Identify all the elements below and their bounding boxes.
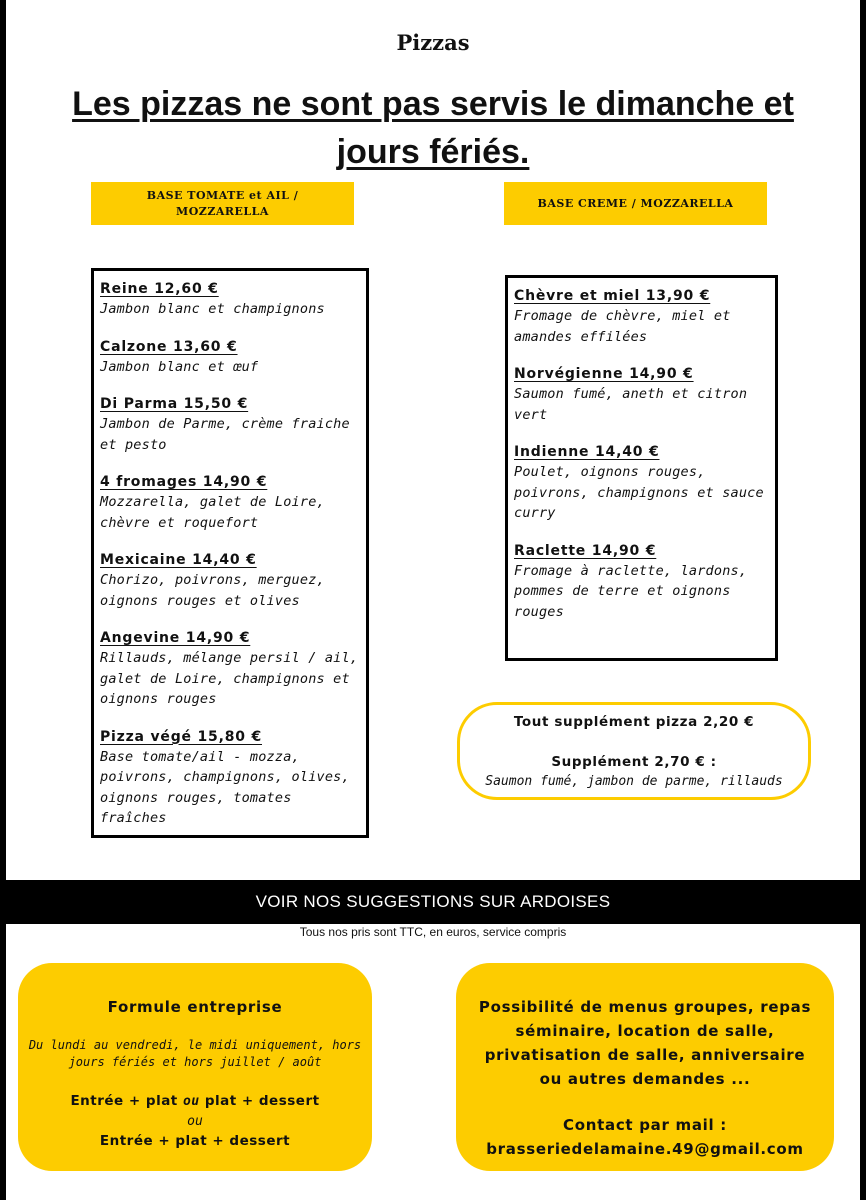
page-title: Pizzas — [396, 30, 470, 55]
pizza-name: Norvégienne 14,90 € — [514, 366, 694, 382]
formule-option-1a: Entrée + plat — [70, 1093, 178, 1109]
pizza-name: Raclette 14,90 € — [514, 542, 657, 559]
supplement-box — [457, 702, 811, 800]
pizza-desc: Fromage à raclette, lardons, pommes de terre et oignons rouges — [514, 562, 748, 620]
menu-page — [6, 0, 860, 1200]
base-tomate-header — [91, 182, 354, 225]
pizza-item — [100, 727, 360, 829]
pizza-item — [100, 394, 360, 455]
pizza-desc: Jambon de Parme, crème fraiche et pesto — [100, 416, 350, 453]
base-left-line-2: MOZZARELLA — [176, 204, 269, 218]
tomato-pizza-list — [91, 268, 369, 838]
formule-ou: ou — [187, 1114, 203, 1129]
pizza-desc: Base tomate/ail - mozza, poivrons, champignons, olives, oignons rouges, tomates fraîches — [100, 748, 350, 826]
pizza-item — [100, 472, 360, 533]
pizza-name: Calzone 13,60 € — [100, 338, 238, 355]
pizza-name: Reine 12,60 € — [100, 281, 219, 297]
price-note: Tous nos pris sont TTC, en euros, service compris — [299, 925, 567, 939]
groupes-card — [456, 963, 834, 1171]
formule-ou-inline: ou — [182, 1094, 200, 1109]
formule-schedule — [18, 1037, 372, 1071]
formule-option-1 — [18, 1091, 372, 1112]
pizza-desc: Fromage de chèvre, miel et amandes effilées — [514, 308, 731, 345]
base-left-line-1: BASE TOMATE et AIL / — [146, 188, 299, 202]
pizza-item — [514, 286, 769, 347]
pizza-item — [100, 337, 360, 378]
groupes-line-4: ou autres demandes ... — [539, 1070, 751, 1088]
pizza-desc: Chorizo, poivrons, merguez, oignons rouges et olives — [100, 572, 325, 609]
pizza-desc: Jambon blanc et œuf — [100, 358, 259, 375]
pizza-desc: Jambon blanc et champignons — [100, 301, 325, 317]
pizza-item — [100, 550, 360, 611]
pizza-item — [514, 364, 769, 425]
pizza-name: Pizza végé 15,80 € — [100, 728, 262, 745]
pizza-name: Indienne 14,40 € — [514, 444, 660, 460]
pizza-name: Mexicaine 14,40 € — [100, 552, 257, 568]
groupes-line-1: Possibilité de menus groupes, repas — [478, 998, 812, 1016]
pizza-item — [514, 541, 769, 623]
formule-option-1b: plat + dessert — [204, 1093, 320, 1109]
closing-notice — [6, 80, 860, 176]
groupes-line-3: privatisation de salle, anniversaire — [484, 1046, 806, 1064]
formule-option-2: Entrée + plat + dessert — [99, 1133, 291, 1149]
notice-line-1: Les pizzas ne sont pas servis le dimanche et — [72, 85, 794, 123]
pizza-desc: Poulet, oignons rouges, poivrons, champignons et sauce curry — [514, 464, 764, 521]
pizza-name: Angevine 14,90 € — [100, 630, 251, 646]
pizza-desc: Mozzarella, galet de Loire, chèvre et roquefort — [100, 494, 325, 531]
supplement-line-3: Saumon fumé, jambon de parme, rillauds — [485, 774, 783, 789]
formule-line-1: Du lundi au vendredi, le midi uniquement, hors — [28, 1038, 362, 1052]
pizza-name: Chèvre et miel 13,90 € — [514, 288, 711, 304]
contact-label: Contact par mail : — [563, 1116, 727, 1134]
formule-line-2: jours fériés et hors juillet / août — [68, 1055, 322, 1069]
supplement-line-2: Supplément 2,70 € : — [551, 754, 717, 770]
pizza-desc: Saumon fumé, aneth et citron vert — [514, 386, 748, 423]
base-creme-header: BASE CREME / MOZZARELLA — [504, 182, 767, 225]
notice-line-2: jours fériés. — [336, 133, 530, 171]
pizza-item — [514, 442, 769, 524]
formule-title: Formule entreprise — [107, 998, 283, 1016]
pizza-item — [100, 279, 360, 320]
pizza-name: Di Parma 15,50 € — [100, 396, 249, 412]
cream-pizza-list — [505, 275, 778, 661]
pizza-desc: Rillauds, mélange persil / ail, galet de Loire, champignons et oignons rouges — [100, 650, 359, 707]
supplement-line-1: Tout supplément pizza 2,20 € — [513, 714, 755, 730]
suggestions-banner: VOIR NOS SUGGESTIONS SUR ARDOISES — [6, 880, 860, 924]
formule-entreprise-card — [18, 963, 372, 1171]
contact-email[interactable]: brasseriedelamaine.49@gmail.com — [486, 1140, 804, 1158]
pizza-item — [100, 628, 360, 710]
groupes-line-2: séminaire, location de salle, — [515, 1022, 775, 1040]
pizza-name: 4 fromages 14,90 € — [100, 474, 268, 490]
